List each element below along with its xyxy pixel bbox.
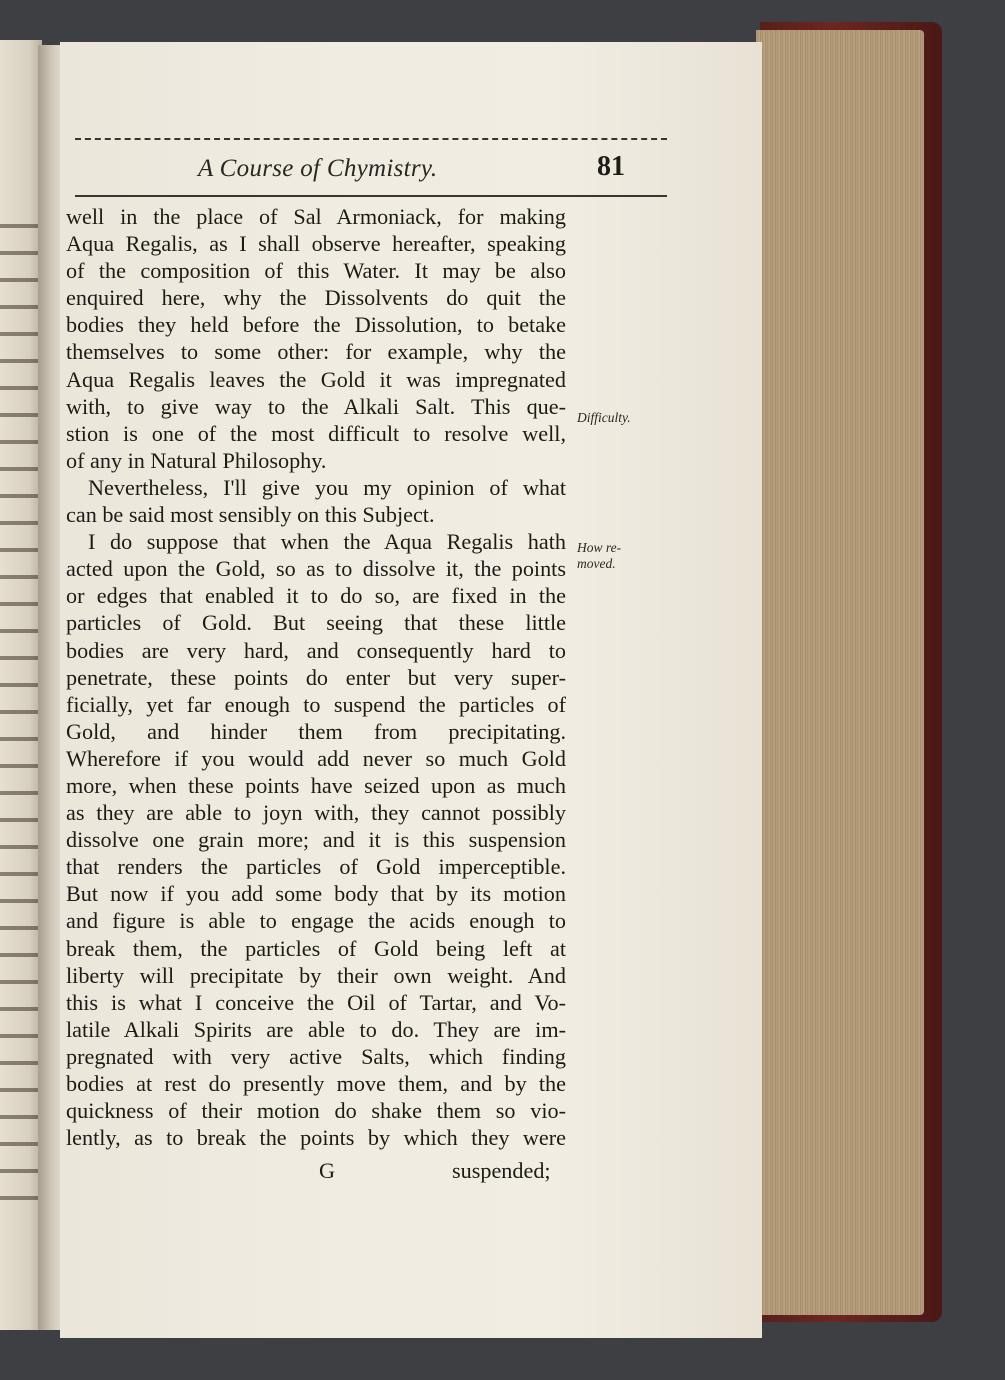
text-line: can be said most sensibly on this Subject. [66,502,435,528]
text-line: enquired here, why the Dissolvents do quit the [66,285,566,311]
text-line: that renders the particles of Gold imperceptible. [66,854,566,880]
signature-mark: G [319,1158,336,1183]
text-line: bodies at rest do presently move them, and by the [66,1071,566,1096]
text-line: bodies are very hard, and consequently hard to [66,637,566,663]
text-line: themselves to some other: for example, why the [66,339,566,365]
text-line: stion is one of the most difficult to resolve well, [66,420,566,446]
text-line: more, when these points have seized upon as much [66,772,566,798]
text-line: ficially, yet far enough to suspend the particles of [66,691,566,717]
text-line: or edges that enabled it to do so, are fixed in the [66,583,566,609]
text-line: well in the place of Sal Armoniack, for making [66,204,566,229]
margin-note-how-removed [577,540,621,572]
catchword: suspended; [452,1158,551,1183]
header-rule-bottom [75,195,667,197]
text-line: break them, the particles of Gold being left at [66,935,566,961]
text-line: Nevertheless, I'll give you my opinion of what [88,474,566,500]
text-line: Aqua Regalis leaves the Gold it was impregnated [66,366,566,392]
text-line: acted upon the Gold, so as to dissolve it, the points [66,556,566,582]
text-line: liberty will precipitate by their own weight. And [66,962,566,988]
text-line: of any in Natural Philosophy. [66,447,327,473]
margin-note-difficulty: Difficulty. [577,410,631,425]
facing-page-edge [0,40,42,1330]
text-line: pregnated with very active Salts, which finding [66,1043,566,1069]
margin-note-line: moved. [577,556,616,571]
text-line: quickness of their motion do shake them so vio- [66,1098,566,1124]
margin-note-line: How re- [577,540,622,555]
text-line: dissolve one grain more; and it is this suspension [66,827,566,853]
catch-row [66,1158,566,1186]
text-line: I do suppose that when the Aqua Regalis hath [88,529,566,555]
text-line: Aqua Regalis, as I shall observe hereafter, speaking [66,231,566,257]
text-line: Gold, and hinder them from precipitating. [66,718,566,744]
page-fore-edge [756,30,924,1315]
page-number: 81 [597,151,625,182]
facing-page-text-bleed [0,210,42,1210]
body-text [66,203,566,1151]
text-line: Wherefore if you would add never so much Gold [66,745,566,771]
text-line: and figure is able to engage the acids enough to [66,908,566,934]
text-line: penetrate, these points do enter but very super- [66,664,566,690]
text-line: as they are able to joyn with, they cannot possibly [66,800,566,826]
text-line: latile Alkali Spirits are able to do. They are im- [66,1016,566,1042]
text-line: particles of Gold. But seeing that these little [66,610,566,636]
text-line: with, to give way to the Alkali Salt. This que- [66,393,566,419]
text-line: of the composition of this Water. It may be also [66,258,566,284]
text-line: lently, as to break the points by which they were [66,1125,566,1151]
text-line: bodies they held before the Dissolution, to betake [66,312,566,338]
text-line: this is what I conceive the Oil of Tartar, and Vo- [66,989,566,1015]
header-rule-top [75,138,667,140]
text-line: But now if you add some body that by its motion [66,881,566,907]
running-head: A Course of Chymistry. [198,155,438,182]
